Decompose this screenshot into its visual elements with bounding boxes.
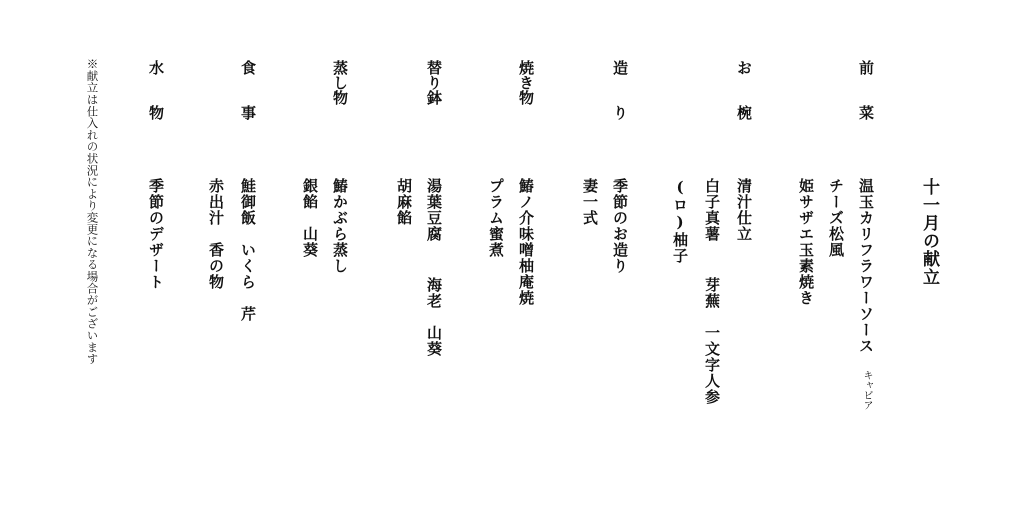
dish-kawaribachi-1: 湯葉豆腐 海老 山葵 [425, 178, 443, 357]
dish-zensai-1-suffix: キャビア [861, 370, 872, 410]
dish-zensai-1-text: 温玉カリフラワーソース [857, 178, 875, 370]
dish-kawaribachi-2: 胡麻餡 [395, 178, 413, 226]
dish-zensai-1 [858, 178, 873, 410]
menu-title: 十一月の献立 [919, 178, 939, 286]
menu-note: ※献立は仕入れの状況により変更になる場合がございます [85, 58, 100, 365]
dish-zensai-2: チーズ松風 [827, 178, 845, 258]
dish-shokuji-1: 鮭御飯 いくら 芹 [239, 178, 257, 322]
dish-owan-1: 清汁仕立 [735, 178, 753, 242]
dish-tsukuri-1: 季節のお造り [611, 178, 629, 274]
dish-mizumono-1: 季節のデザート [147, 178, 165, 290]
category-kawaribachi: 替り鉢 [425, 60, 443, 105]
category-mushimono: 蒸し物 [331, 60, 349, 105]
dish-mushimono-2: 銀餡 山葵 [301, 178, 319, 258]
category-tsukuri: 造 り [611, 60, 629, 120]
dish-tsukuri-2: 妻一式 [581, 178, 599, 226]
category-shokuji: 食 事 [239, 60, 257, 120]
category-zensai: 前 菜 [857, 60, 875, 120]
dish-yakimono-2: プラム蜜煮 [487, 178, 505, 258]
category-yakimono: 焼き物 [517, 60, 535, 105]
dish-zensai-3: 姫サザエ玉素焼き [797, 178, 815, 306]
dish-owan-3: (ロ)柚子 [671, 178, 689, 264]
dish-owan-2: 白子真薯 芽蕪 一文字人参 [703, 178, 721, 405]
dish-mushimono-1: 鰆かぶら蒸し [331, 178, 349, 274]
category-mizumono: 水 物 [147, 60, 165, 120]
category-owan: お 椀 [735, 60, 753, 120]
dish-shokuji-2: 赤出汁 香の物 [207, 178, 225, 290]
dish-yakimono-1: 鰆ノ介味噌柚庵焼 [517, 178, 535, 306]
